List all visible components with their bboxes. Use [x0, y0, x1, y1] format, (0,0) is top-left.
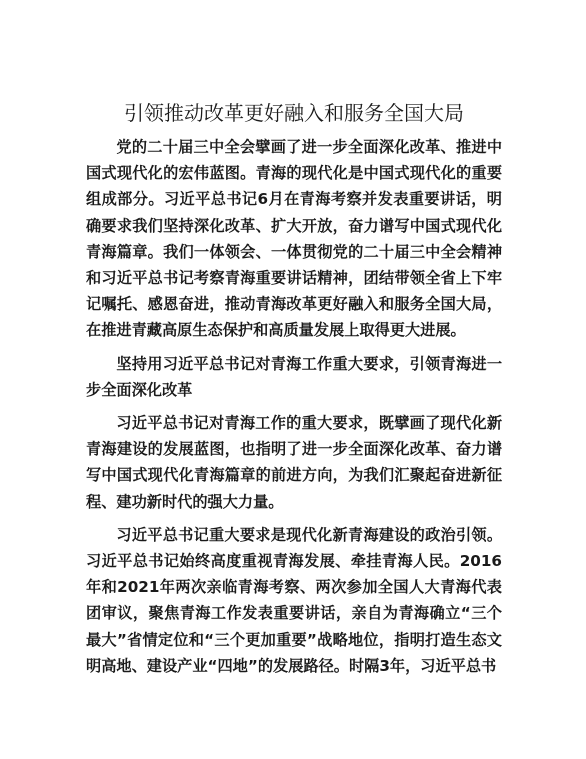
- document-page: [86, 98, 502, 686]
- paragraph-intro: 党的二十届三中全会擘画了进一步全面深化改革、推进中国式现代化的宏伟蓝图。青海的现代化是中国式现代化的重要组成部分。习近平总书记6月在青海考察并发表重要讲话，明确要求我们坚持深化改革、扩大开放，奋力谱写中国式现代化青海篇章。我们一体领会、一体贯彻党的二十届三中全会精神和习近平总书记考察青海重要讲话精神，团结带领全省上下牢记嘱托、感恩奋进，推动青海改革更好融入和服务全国大局，在推进青藏高原生态保护和高质量发展上取得更大进展。: [86, 138, 502, 340]
- paragraph-requirements: 习近平总书记对青海工作的重大要求，既擘画了现代化新青海建设的发展蓝图，也指明了进一步全面深化改革、奋力谱写中国式现代化青海篇章的前进方向，为我们汇聚起奋进新征程、建功新时代的强大力量。: [86, 414, 502, 511]
- paragraph-political-guidance: 习近平总书记重大要求是现代化新青海建设的政治引领。习近平总书记始终高度重视青海发展、牵挂青海人民。2016年和2021年两次亲临青海考察、两次参加全国人大青海代表团审议，聚焦青海工作发表重要讲话，亲自为青海确立“三个最大”省情定位和“三个更加重要”战略地位，指明打造生态文明高地、建设产业“四地”的发展路径。时隔3年，习近平总书: [86, 525, 502, 675]
- section-heading: 坚持用习近平总书记对青海工作重大要求，引领青海进一步全面深化改革: [86, 354, 502, 399]
- document-title: 引领推动改革更好融入和服务全国大局: [124, 101, 464, 125]
